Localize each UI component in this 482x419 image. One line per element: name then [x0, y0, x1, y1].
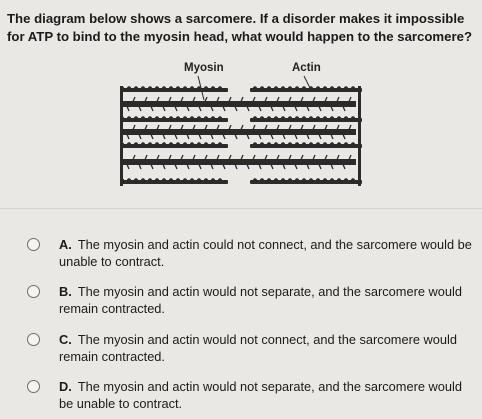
- actin-bead: [260, 178, 264, 182]
- actin-bead: [155, 86, 159, 90]
- actin-bead: [288, 86, 292, 90]
- actin-bead: [302, 178, 306, 182]
- actin-bead: [274, 142, 278, 146]
- actin-bead: [253, 178, 257, 182]
- actin-bead: [337, 142, 341, 146]
- actin-bead: [148, 116, 152, 120]
- actin-bead: [162, 116, 166, 120]
- choice-a-label: The myosin and actin could not connect, and the sarcomere would be unable to contract.: [59, 237, 472, 269]
- actin-bead: [190, 86, 194, 90]
- actin-bead: [197, 142, 201, 146]
- actin-bead: [127, 86, 131, 90]
- actin-bead: [267, 116, 271, 120]
- actin-bead: [197, 116, 201, 120]
- sarcomere-diagram: [120, 62, 362, 194]
- actin-bead: [337, 178, 341, 182]
- actin-bead: [148, 178, 152, 182]
- actin-bead: [183, 86, 187, 90]
- actin-bead: [260, 142, 264, 146]
- actin-bead: [274, 86, 278, 90]
- actin-bead: [183, 116, 187, 120]
- actin-bead: [316, 86, 320, 90]
- choice-d-text: [59, 378, 474, 412]
- actin-bead: [351, 142, 355, 146]
- actin-bead: [316, 178, 320, 182]
- myosin-filament: [120, 101, 356, 107]
- actin-bead: [197, 178, 201, 182]
- actin-bead: [274, 116, 278, 120]
- actin-bead: [176, 86, 180, 90]
- divider: [0, 208, 482, 209]
- z-line-right: [358, 86, 361, 186]
- actin-bead: [302, 86, 306, 90]
- z-line-left: [120, 86, 123, 186]
- actin-bead: [267, 178, 271, 182]
- actin-bead: [211, 86, 215, 90]
- actin-bead: [309, 178, 313, 182]
- actin-bead: [295, 116, 299, 120]
- actin-bead: [162, 86, 166, 90]
- actin-bead: [134, 86, 138, 90]
- actin-bead: [211, 116, 215, 120]
- question-text: The diagram below shows a sarcomere. If a disorder makes it impossible for ATP to bind to the myosin head, what would happen to the sarcomere?: [7, 11, 473, 44]
- actin-bead: [190, 178, 194, 182]
- actin-bead: [267, 86, 271, 90]
- actin-bead: [323, 86, 327, 90]
- actin-bead: [162, 178, 166, 182]
- actin-bead: [344, 116, 348, 120]
- actin-bead: [344, 86, 348, 90]
- actin-bead: [141, 178, 145, 182]
- actin-bead: [274, 178, 278, 182]
- radio-button-d[interactable]: [27, 380, 40, 393]
- radio-button-b[interactable]: [27, 285, 40, 298]
- actin-bead: [211, 178, 215, 182]
- actin-bead: [127, 178, 131, 182]
- choice-b-label: The myosin and actin would not separate, and the sarcomere would remain contracted.: [59, 284, 462, 316]
- actin-bead: [169, 178, 173, 182]
- actin-bead: [295, 178, 299, 182]
- actin-bead: [204, 116, 208, 120]
- actin-bead: [169, 86, 173, 90]
- actin-bead: [288, 142, 292, 146]
- actin-pointer: [304, 76, 310, 88]
- actin-bead: [295, 142, 299, 146]
- actin-bead: [260, 116, 264, 120]
- actin-bead: [204, 142, 208, 146]
- choice-b-letter: B.: [59, 284, 72, 299]
- actin-bead: [253, 86, 257, 90]
- actin-bead: [176, 178, 180, 182]
- actin-bead: [302, 142, 306, 146]
- actin-bead: [127, 142, 131, 146]
- actin-bead: [281, 86, 285, 90]
- actin-bead: [148, 86, 152, 90]
- actin-bead: [183, 178, 187, 182]
- actin-bead: [176, 142, 180, 146]
- actin-bead: [253, 116, 257, 120]
- actin-bead: [141, 116, 145, 120]
- actin-bead: [218, 142, 222, 146]
- actin-bead: [204, 178, 208, 182]
- choice-c-text: [59, 331, 474, 365]
- choice-a-letter: A.: [59, 237, 72, 252]
- actin-bead: [169, 142, 173, 146]
- actin-bead: [218, 178, 222, 182]
- actin-bead: [295, 86, 299, 90]
- actin-bead: [323, 142, 327, 146]
- actin-bead: [309, 142, 313, 146]
- actin-bead: [253, 142, 257, 146]
- choice-d-label: The myosin and actin would not separate, and the sarcomere would be unable to contract.: [59, 379, 462, 411]
- actin-bead: [323, 178, 327, 182]
- choice-a-text: [59, 236, 474, 270]
- actin-bead: [330, 116, 334, 120]
- actin-bead: [323, 116, 327, 120]
- actin-bead: [127, 116, 131, 120]
- actin-bead: [337, 116, 341, 120]
- actin-bead: [141, 86, 145, 90]
- actin-bead: [211, 142, 215, 146]
- actin-bead: [316, 142, 320, 146]
- actin-bead: [218, 116, 222, 120]
- actin-bead: [260, 86, 264, 90]
- actin-bead: [351, 86, 355, 90]
- actin-bead: [190, 142, 194, 146]
- actin-bead: [155, 142, 159, 146]
- actin-bead: [281, 116, 285, 120]
- actin-bead: [141, 142, 145, 146]
- actin-bead: [134, 178, 138, 182]
- actin-bead: [351, 116, 355, 120]
- actin-bead: [288, 116, 292, 120]
- actin-bead: [330, 142, 334, 146]
- actin-bead: [351, 178, 355, 182]
- actin-bead: [267, 142, 271, 146]
- actin-bead: [176, 116, 180, 120]
- myosin-filament: [120, 129, 356, 135]
- actin-bead: [302, 116, 306, 120]
- sarcomere-illustration: [120, 62, 362, 194]
- choice-d-letter: D.: [59, 379, 72, 394]
- choice-c-label: The myosin and actin would not connect, and the sarcomere would remain contracted.: [59, 332, 457, 364]
- actin-bead: [344, 142, 348, 146]
- myosin-label: Myosin: [184, 62, 224, 74]
- choice-b-text: [59, 283, 474, 317]
- actin-bead: [337, 86, 341, 90]
- actin-bead: [169, 116, 173, 120]
- actin-bead: [162, 142, 166, 146]
- actin-bead: [134, 116, 138, 120]
- actin-label: Actin: [292, 62, 321, 74]
- actin-bead: [183, 142, 187, 146]
- actin-bead: [204, 86, 208, 90]
- radio-button-c[interactable]: [27, 333, 40, 346]
- actin-bead: [281, 178, 285, 182]
- radio-button-a[interactable]: [27, 238, 40, 251]
- actin-bead: [197, 86, 201, 90]
- actin-bead: [148, 142, 152, 146]
- actin-bead: [134, 142, 138, 146]
- myosin-filament: [120, 159, 356, 165]
- actin-bead: [155, 116, 159, 120]
- actin-bead: [344, 178, 348, 182]
- choice-c-letter: C.: [59, 332, 72, 347]
- actin-bead: [330, 178, 334, 182]
- actin-bead: [190, 116, 194, 120]
- actin-bead: [316, 116, 320, 120]
- actin-bead: [330, 86, 334, 90]
- actin-bead: [309, 116, 313, 120]
- actin-bead: [281, 142, 285, 146]
- actin-bead: [218, 86, 222, 90]
- actin-bead: [288, 178, 292, 182]
- actin-bead: [309, 86, 313, 90]
- actin-bead: [155, 178, 159, 182]
